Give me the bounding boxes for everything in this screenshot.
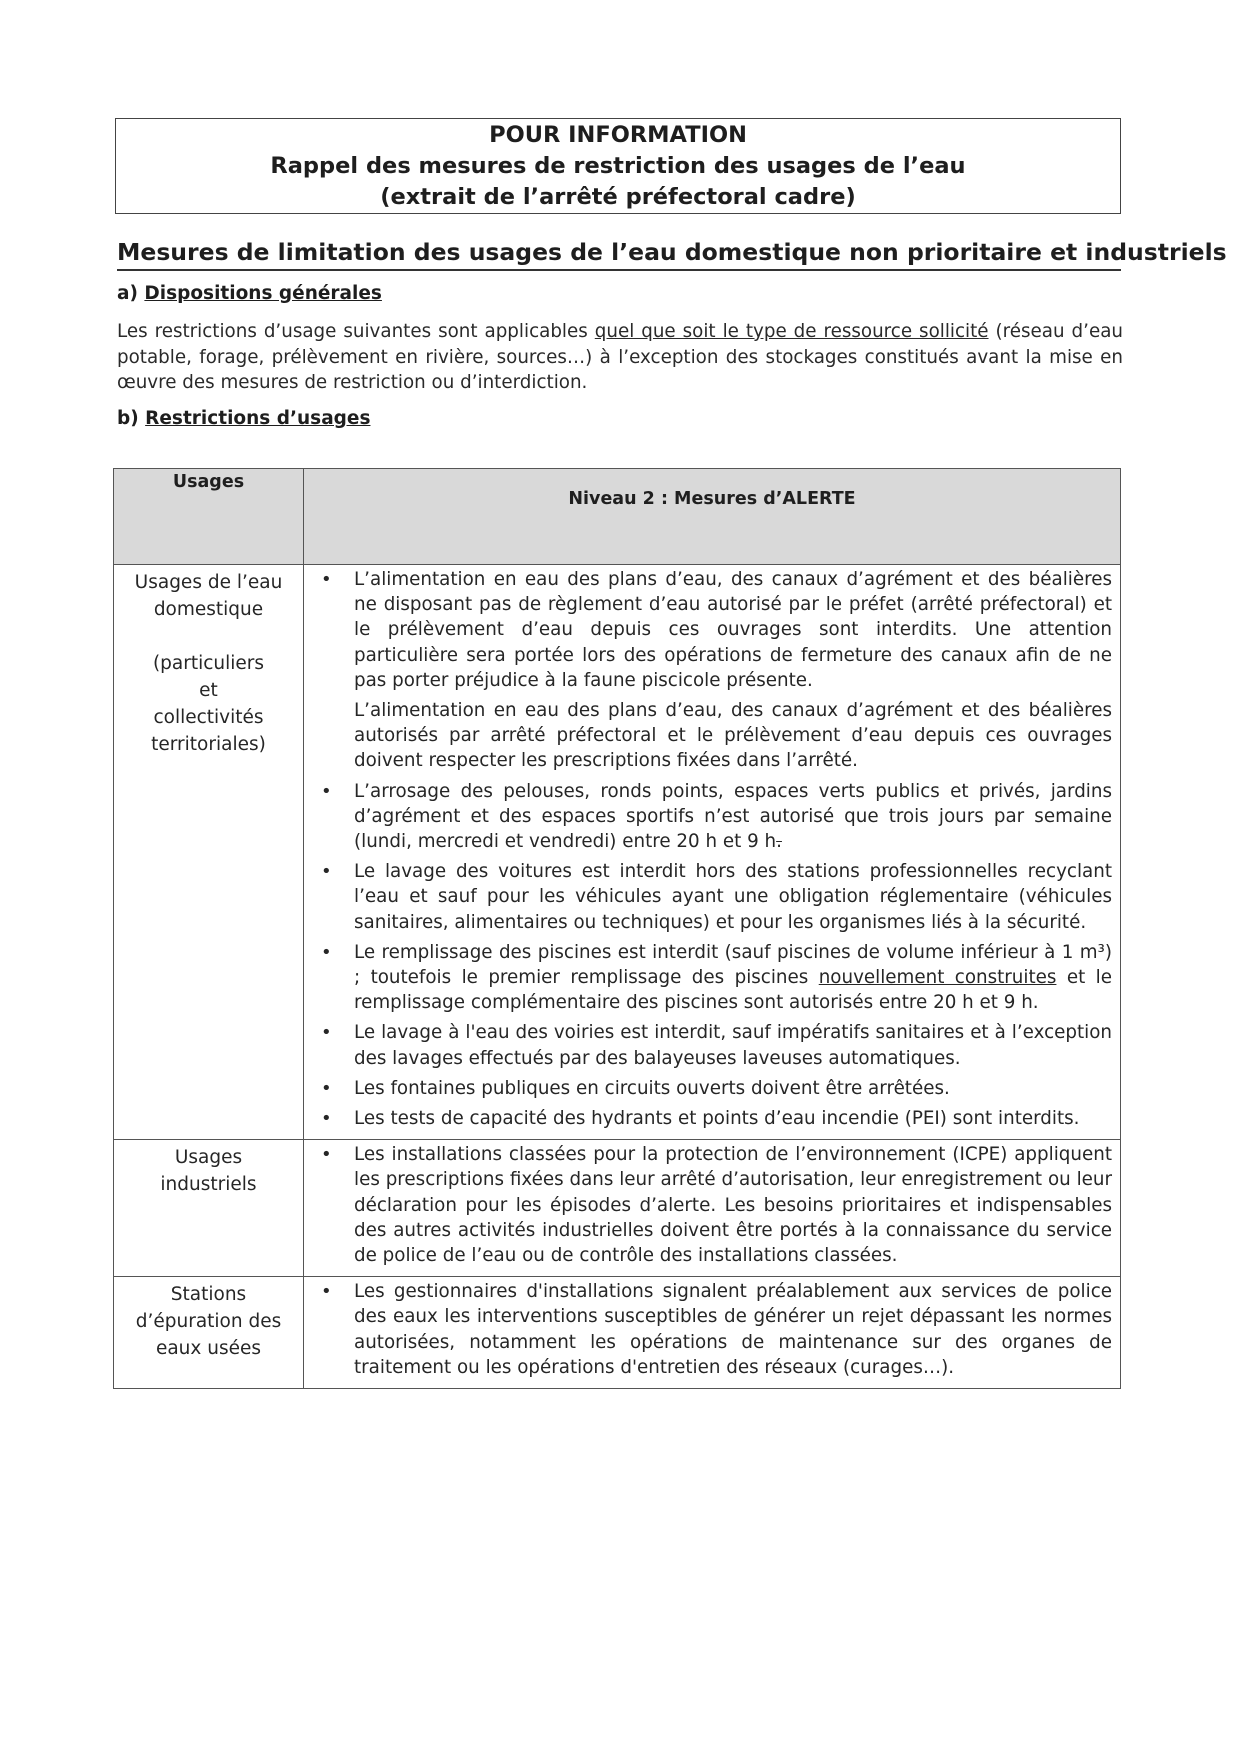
heading-prefix: a) (117, 283, 145, 304)
list-item: • Les tests de capacité des hydrants et points d’eau incendie (PEI) sont interdits. (308, 1106, 1112, 1131)
heading-general-provisions (117, 283, 382, 304)
measures-industrial (304, 1140, 1121, 1277)
list-item: • Les gestionnaires d'installations signalent préalablement aux services de police des eaux les interventions susceptibles de générer un rejet dépassant les normes autorisées, notamment les opérations de maintenance sur des organes de traitement ou les opérations d'entretien des réseaux (curages…). (308, 1279, 1112, 1380)
restrictions-table (113, 468, 1121, 1389)
item-text: Le remplissage des piscines est interdit (sauf piscines de volume inférieur à 1 m³) ; toutefois le premier remplissage des piscines (354, 941, 1112, 989)
usage-label: Stations (170, 1284, 247, 1306)
heading-usage-restrictions (117, 408, 370, 429)
usage-label: (particuliers (152, 653, 265, 674)
usage-domestic (114, 565, 304, 1140)
usage-label: collectivités (153, 707, 264, 728)
banner-subtitle: Rappel des mesures de restriction des usages de l’eau (270, 152, 966, 179)
usage-label: eaux usées (155, 1338, 262, 1360)
intro-text: Les restrictions d’usage suivantes sont applicables (117, 321, 595, 342)
usage-label: domestique (153, 599, 264, 620)
list-item (308, 940, 1112, 1016)
usage-industrial (114, 1140, 304, 1277)
list-item: • Le lavage à l'eau des voiries est interdit, sauf impératifs sanitaires et à l’exception des lavages effectués par des balayeuses laveuses automatiques. (308, 1020, 1112, 1070)
struck-period: . (776, 831, 782, 853)
table-row (114, 1140, 1121, 1277)
banner-heading: POUR INFORMATION (489, 121, 747, 148)
heading-label: Dispositions générales (144, 283, 382, 304)
list-item: • Les installations classées pour la protection de l’environnement (ICPE) appliquent les prescriptions fixées dans leur arrêté d’autorisation, leur enregistrement ou leur déclaration pour les épisodes d’alerte. Les besoins prioritaires et indispensables des autres activités industrielles doivent être portés à la connaissance du service de police de l’eau ou de contrôle des installations classées. (308, 1142, 1112, 1268)
item-emphasis: nouvellement construites (818, 967, 1057, 989)
heading-label: Restrictions d’usages (145, 408, 371, 429)
measures-wastewater (304, 1277, 1121, 1389)
banner-source: (extrait de l’arrêté préfectoral cadre) (380, 183, 856, 210)
intro-text-end: (réseau d’eau potable, forage, prélèvement en rivière, sources…) à l’exception des stockages constitués avant la mise en œuvre des mesures de restriction ou d’interdiction. (117, 321, 1123, 393)
usage-label: d’épuration des (135, 1311, 282, 1333)
usage-label: territoriales) (151, 734, 266, 755)
list-item: • Le lavage des voitures est interdit hors des stations professionnelles recyclant l’eau et sauf pour les véhicules ayant une obligation réglementaire (véhicules sanitaires, alimentaires ou techniques) et pour les organismes liés à la sécurité. (308, 859, 1112, 935)
table-header-row (114, 469, 1121, 565)
list-item: • Les fontaines publiques en circuits ouverts doivent être arrêtées. (308, 1076, 1112, 1101)
list-item (308, 779, 1112, 855)
usage-label: Usages de l’eau (134, 572, 283, 593)
table-row (114, 565, 1121, 1140)
general-provisions-text (117, 319, 1123, 396)
measures-domestic (304, 565, 1121, 1140)
usage-label: Usages (174, 1147, 243, 1169)
information-banner (115, 118, 1121, 214)
heading-prefix: b) (117, 408, 146, 429)
usage-wastewater (114, 1277, 304, 1389)
usage-label: industriels (160, 1174, 257, 1196)
list-item: L’alimentation en eau des plans d’eau, des canaux d’agrément et des béalières autorisés par arrêté préfectoral et le prélèvement d’eau depuis ces ouvrages doivent respecter les prescriptions fixées dans l’arrêté. (354, 700, 1112, 772)
table-row (114, 1277, 1121, 1389)
header-usages: Usages (114, 469, 304, 565)
usage-label: et (199, 680, 218, 701)
intro-emphasis: quel que soit le type de ressource sollicité (594, 321, 989, 342)
header-alert-level: Niveau 2 : Mesures d’ALERTE (304, 469, 1121, 565)
item-text: et le remplissage complémentaire des piscines sont autorisés entre 20 h et 9 h. (354, 967, 1112, 1014)
section-title: Mesures de limitation des usages de l’eau domestique non prioritaire et industriels (117, 238, 1121, 271)
list-item: • L’alimentation en eau des plans d’eau, des canaux d’agrément et des béalières ne disposant pas de règlement d’eau autorisé par le préfet (arrêté préfectoral) et le prélèvement d’eau depuis ces ouvrages sont interdits. Une attention particulière sera portée lors des opérations de fermeture des canaux afin de ne pas porter préjudice à la faune piscicole présente. (308, 567, 1112, 693)
item-text: L’arrosage des pelouses, ronds points, espaces verts publics et privés, jardins d’agrément et des espaces sportifs n’est autorisé que trois jours par semaine (lundi, mercredi et vendredi) entre 20 h et 9 h (354, 780, 1112, 853)
